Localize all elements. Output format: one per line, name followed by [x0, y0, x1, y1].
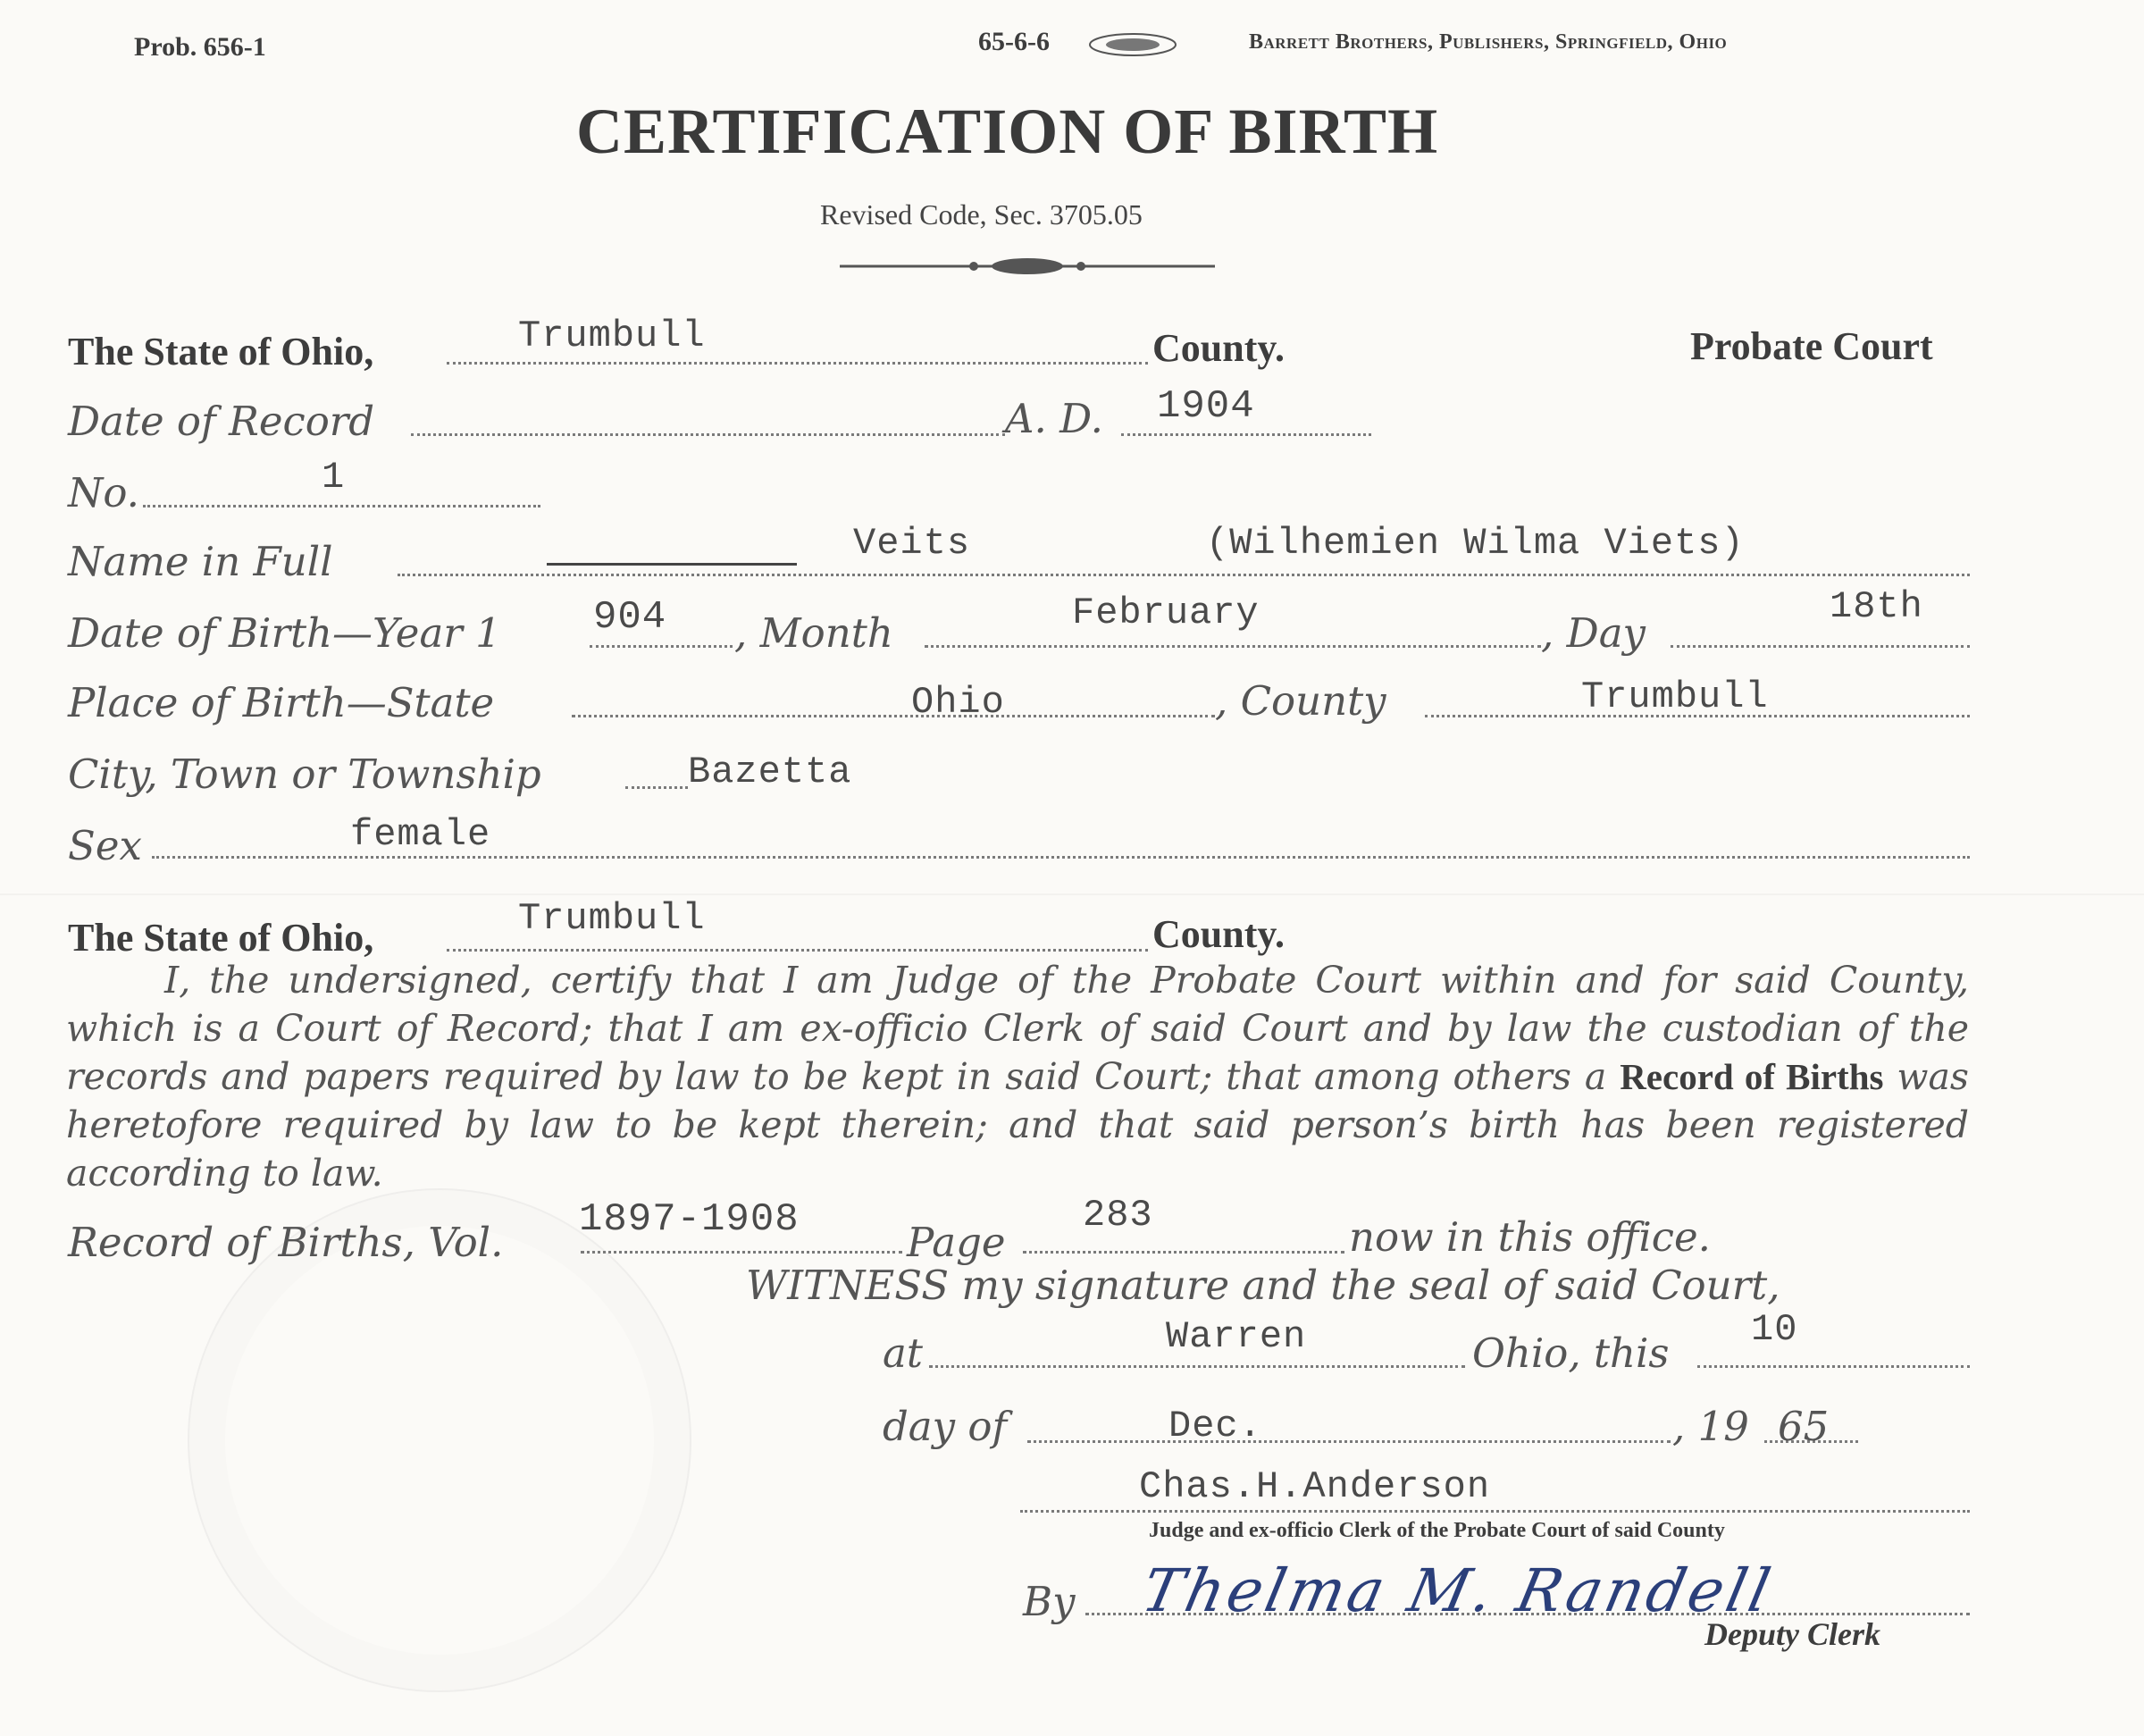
- page-value: 283: [1083, 1194, 1153, 1237]
- witness-day-line: [1697, 1365, 1970, 1368]
- form-code: 65-6-6: [978, 27, 1050, 56]
- publisher-imprint: Barrett Brothers, Publishers, Springfield, Ohio: [1249, 30, 1728, 54]
- county-line: [447, 362, 1148, 365]
- witness-at-label: at: [883, 1329, 923, 1377]
- document-title: CERTIFICATION OF BIRTH: [576, 96, 1439, 167]
- record-volume-label: Record of Births, Vol.: [68, 1219, 504, 1266]
- record-volume-value: 1897-1908: [579, 1197, 800, 1242]
- anno-domini-label: A. D.: [1005, 395, 1103, 442]
- probate-court-label: Probate Court: [1690, 324, 1933, 368]
- sex-line: [152, 856, 1970, 859]
- witness-day-value: 10: [1751, 1308, 1798, 1351]
- deputy-clerk-label: Deputy Clerk: [1704, 1616, 1880, 1652]
- birth-county-value: Trumbull: [1581, 675, 1769, 718]
- state-of-ohio-label-2: The State of Ohio,: [68, 916, 374, 960]
- judge-signature-line: [1020, 1510, 1970, 1513]
- birth-state-label: Place of Birth—State: [68, 679, 495, 726]
- birth-year-line: [590, 645, 733, 648]
- township-line: [625, 786, 688, 789]
- deputy-signature: Thelma M. Randell: [1135, 1556, 1780, 1625]
- township-value: Bazetta: [688, 751, 852, 793]
- birth-state-line: [572, 715, 1215, 717]
- birth-day-line: [1671, 645, 1970, 648]
- state-of-ohio-label: The State of Ohio,: [68, 330, 374, 373]
- record-year-value: 1904: [1157, 384, 1255, 429]
- witness-year-value: 65: [1778, 1403, 1830, 1450]
- county-line-2: [447, 949, 1148, 952]
- witness-month-line: [1027, 1440, 1671, 1443]
- page-line: [1023, 1251, 1344, 1254]
- record-year-line: [1121, 433, 1371, 436]
- birth-county-label: , County: [1215, 677, 1386, 725]
- name-blank-underline: [547, 563, 797, 566]
- record-number-label: No.: [68, 469, 139, 516]
- sex-value: female: [350, 813, 491, 856]
- birth-year-value: 904: [593, 595, 667, 640]
- birth-state-value: Ohio: [911, 681, 1005, 724]
- witness-city-value: Warren: [1166, 1315, 1307, 1358]
- day-of-label: day of: [883, 1403, 1008, 1450]
- sex-label: Sex: [68, 822, 142, 869]
- name-line: [398, 574, 1970, 576]
- birth-month-label: , Month: [734, 609, 893, 657]
- page-label: Page: [907, 1219, 1006, 1266]
- now-in-office-label: now in this office.: [1349, 1213, 1711, 1261]
- certification-text-1: I, the undersigned, certify that I am Judge of the Probate Court within and for said County, which is a Court of Record; that I am ex-officio Clerk of said Court and by law the custodian of the records and papers required by law to be kept in said Court; that among others a: [66, 959, 1969, 1098]
- date-of-record-label: Date of Record: [68, 398, 375, 445]
- record-of-births-bold: Record of Births: [1620, 1056, 1884, 1097]
- surname-value: Veits: [853, 522, 971, 565]
- record-number-value: 1: [322, 456, 346, 499]
- full-name-value: (Wilhemien Wilma Viets): [1206, 522, 1745, 565]
- union-bug-icon: [1088, 32, 1177, 57]
- ohio-this-label: Ohio, this: [1472, 1329, 1670, 1377]
- birth-day-value: 18th: [1830, 585, 1923, 628]
- county-value: Trumbull: [518, 314, 706, 357]
- year-prefix-label: , 19: [1672, 1403, 1749, 1450]
- name-in-full-label: Name in Full: [68, 538, 333, 585]
- witness-month-value: Dec.: [1168, 1405, 1262, 1447]
- record-volume-line: [581, 1251, 902, 1254]
- document-subtitle: Revised Code, Sec. 3705.05: [820, 198, 1143, 231]
- judge-name-value: Chas.H.Anderson: [1139, 1465, 1491, 1508]
- by-label: By: [1023, 1578, 1076, 1625]
- county-label: County.: [1152, 326, 1285, 370]
- witness-city-line: [929, 1365, 1465, 1368]
- township-label: City, Town or Township: [68, 751, 541, 798]
- county-label-2: County.: [1152, 912, 1285, 956]
- birth-year-label: Date of Birth—Year 1: [68, 609, 501, 657]
- certification-text-2: was heretofore required by law to be kept therein; and that said person’s birth has been registered according to law.: [66, 1055, 1969, 1195]
- judge-caption: Judge and ex-officio Clerk of the Probate Court of said County: [1149, 1519, 1725, 1542]
- record-number-line: [143, 505, 540, 507]
- birth-month-value: February: [1072, 591, 1260, 634]
- date-of-record-line: [411, 433, 1005, 436]
- witness-statement: WITNESS my signature and the seal of said Court,: [746, 1262, 1780, 1309]
- ornament-divider-icon: [840, 253, 1215, 280]
- certification-paragraph: [66, 956, 1969, 1197]
- form-number: Prob. 656-1: [134, 32, 266, 62]
- birth-day-label: , Day: [1541, 609, 1646, 657]
- birth-month-line: [925, 645, 1541, 648]
- county-value-2: Trumbull: [518, 897, 706, 940]
- fold-crease: [0, 893, 2144, 895]
